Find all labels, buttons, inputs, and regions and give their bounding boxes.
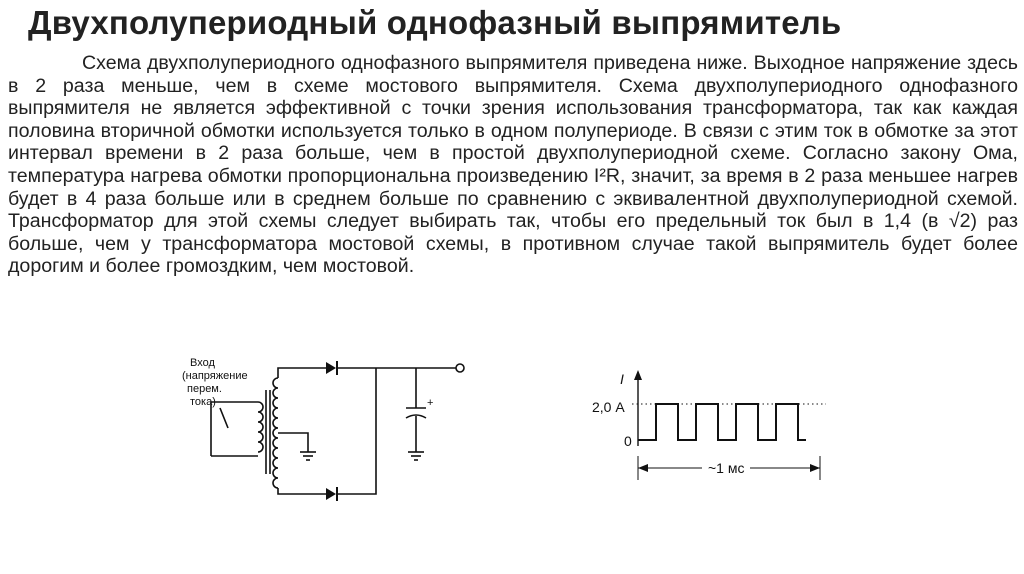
bracket-left-arrow <box>638 464 648 472</box>
input-label-line-3: перем. <box>187 383 222 395</box>
bracket-right-arrow <box>810 464 820 472</box>
period-label: ~1 мс <box>708 460 745 476</box>
input-label-line-1: Вход <box>190 357 215 369</box>
rectifier-circuit-diagram <box>176 352 476 502</box>
zero-label: 0 <box>624 433 632 449</box>
y-axis-symbol: I <box>620 371 624 387</box>
input-label <box>182 357 248 408</box>
capacitor-polarity: + <box>427 397 434 409</box>
slide-title: Двухполупериодный однофазный выпрямитель <box>28 4 842 41</box>
top-diode <box>326 361 337 375</box>
level-label: 2,0 А <box>592 399 625 415</box>
y-axis-arrow <box>634 370 642 380</box>
output-terminal <box>456 364 464 372</box>
bottom-diode <box>326 487 337 501</box>
body-paragraph: Схема двухполупериодного однофазного выпрямителя приведена ниже. Выходное напряжение здесь в 2 раза меньше, чем в схеме мостового выпрямителя. Схема двухполупериодного однофазного выпрямителя не является эффективной с точки зрения использования трансформатора, так как каждая половина вторичной обмотки используется только в одном полупериоде. В связи с этим ток в обмотке за этот интервал времени в 2 раза больше, чем в простой двухполупериодной схеме. Согласно закону Ома, температура нагрева обмотки пропорциональна произведению I²R, значит, за время в 2 раза меньшее нагрев будет в 4 раза больше или в среднем больше по сравнению с эквивалентной двухполупериодной схемой. Трансформатор для этой схемы следует выбирать так, чтобы его предельный ток был в 1,4 (в √2) раз больше, чем у трансформатора мостовой схемы, в противном случае такой выпрямитель будет более дорогим и более громоздким, чем мостовой. <box>8 52 1018 278</box>
pulse-train <box>638 404 806 440</box>
input-label-line-4: тока) <box>190 396 216 408</box>
input-label-line-2: (напряжение <box>182 370 248 382</box>
circuit-wiring <box>211 368 456 494</box>
current-waveform <box>590 368 840 488</box>
